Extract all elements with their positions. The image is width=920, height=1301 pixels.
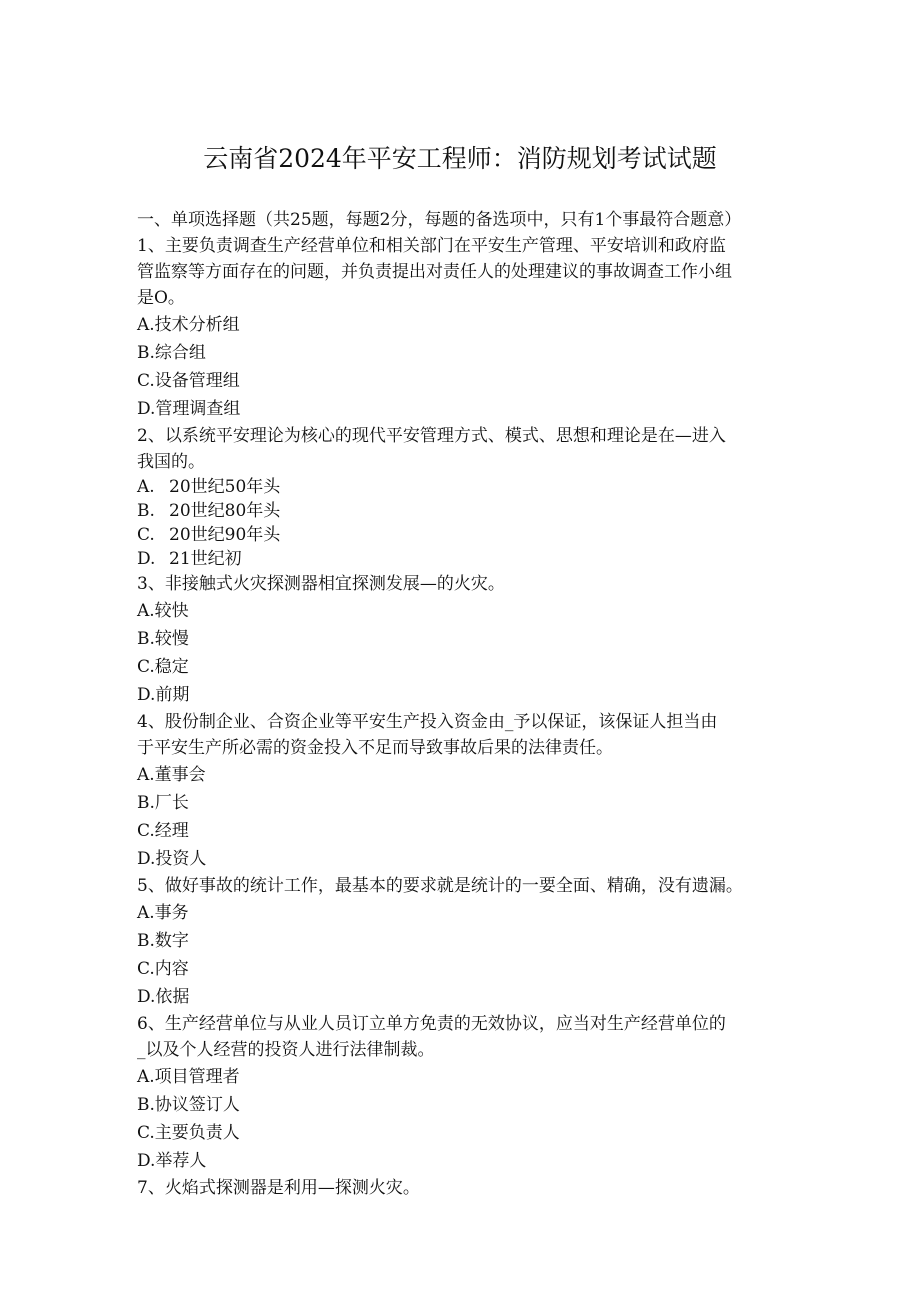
option-d: D.前期 bbox=[137, 685, 190, 705]
question-4 bbox=[137, 709, 797, 873]
option-b: B.厂长 bbox=[137, 793, 189, 813]
document-title: 云南省2024年平安工程师：消防规划考试试题 bbox=[203, 144, 717, 173]
question-text-line: 7、火焰式探测器是利用—探测火灾。 bbox=[137, 1178, 420, 1198]
option-a: A.项目管理者 bbox=[137, 1067, 240, 1087]
option-letter: B. bbox=[137, 501, 155, 521]
option-c bbox=[137, 523, 797, 547]
option-b: B.较慢 bbox=[137, 629, 189, 649]
document-body bbox=[137, 207, 797, 1201]
option-text: 20世纪50年头 bbox=[169, 477, 281, 497]
option-d: D.管理调查组 bbox=[137, 399, 241, 419]
option-a: A.较快 bbox=[137, 601, 189, 621]
question-1 bbox=[137, 233, 797, 423]
question-text-line: 5、做好事故的统计工作，最基本的要求就是统计的一要全面、精确，没有遗漏。 bbox=[137, 876, 743, 896]
question-text-line: 2、以系统平安理论为核心的现代平安管理方式、模式、思想和理论是在—进入 bbox=[137, 426, 726, 446]
question-text-line: 6、生产经营单位与从业人员订立单方免责的无效协议，应当对生产经营单位的 bbox=[137, 1014, 726, 1034]
question-text-line: 管监察等方面存在的问题，并负责提出对责任人的处理建议的事故调查工作小组 bbox=[137, 262, 732, 282]
option-a bbox=[137, 475, 797, 499]
question-2 bbox=[137, 423, 797, 571]
option-letter: C. bbox=[137, 525, 155, 545]
option-d bbox=[137, 547, 797, 571]
option-text: 21世纪初 bbox=[169, 549, 242, 569]
option-c: C.经理 bbox=[137, 821, 189, 841]
option-b: B.综合组 bbox=[137, 343, 206, 363]
option-c: C.内容 bbox=[137, 959, 189, 979]
option-a: A.事务 bbox=[137, 903, 189, 923]
option-d: D.投资人 bbox=[137, 849, 207, 869]
option-c: C.主要负责人 bbox=[137, 1123, 240, 1143]
option-d: D.依据 bbox=[137, 987, 190, 1007]
question-5 bbox=[137, 873, 797, 1011]
question-text-line: _以及个人经营的投资人进行法律制裁。 bbox=[137, 1040, 435, 1060]
option-d: D.举荐人 bbox=[137, 1151, 207, 1171]
question-text-line: 3、非接触式火灾探测器相宜探测发展—的火灾。 bbox=[137, 574, 505, 594]
question-text-line: 是O。 bbox=[137, 288, 185, 308]
option-a: A.技术分析组 bbox=[137, 315, 240, 335]
question-text-line: 1、主要负责调查生产经营单位和相关部门在平安生产管理、平安培训和政府监 bbox=[137, 236, 726, 256]
question-text-line: 我国的。 bbox=[137, 452, 205, 472]
question-text-line: 4、股份制企业、合资企业等平安生产投入资金由_予以保证，该保证人担当由 bbox=[137, 712, 718, 732]
question-text-line: 于平安生产所必需的资金投入不足而导致事故后果的法律责任。 bbox=[137, 738, 613, 758]
option-b: B.协议签订人 bbox=[137, 1095, 240, 1115]
option-c: C.稳定 bbox=[137, 657, 189, 677]
question-7 bbox=[137, 1175, 797, 1201]
option-letter: A. bbox=[137, 477, 155, 497]
option-b bbox=[137, 499, 797, 523]
option-c: C.设备管理组 bbox=[137, 371, 240, 391]
option-a: A.董事会 bbox=[137, 765, 206, 785]
option-text: 20世纪80年头 bbox=[169, 501, 281, 521]
question-6 bbox=[137, 1011, 797, 1175]
section-heading: 一、单项选择题（共25题，每题2分，每题的备选项中，只有1个事最符合题意） bbox=[137, 210, 742, 230]
option-letter: D. bbox=[137, 549, 156, 569]
option-b: B.数字 bbox=[137, 931, 189, 951]
option-text: 20世纪90年头 bbox=[169, 525, 281, 545]
question-3 bbox=[137, 571, 797, 709]
